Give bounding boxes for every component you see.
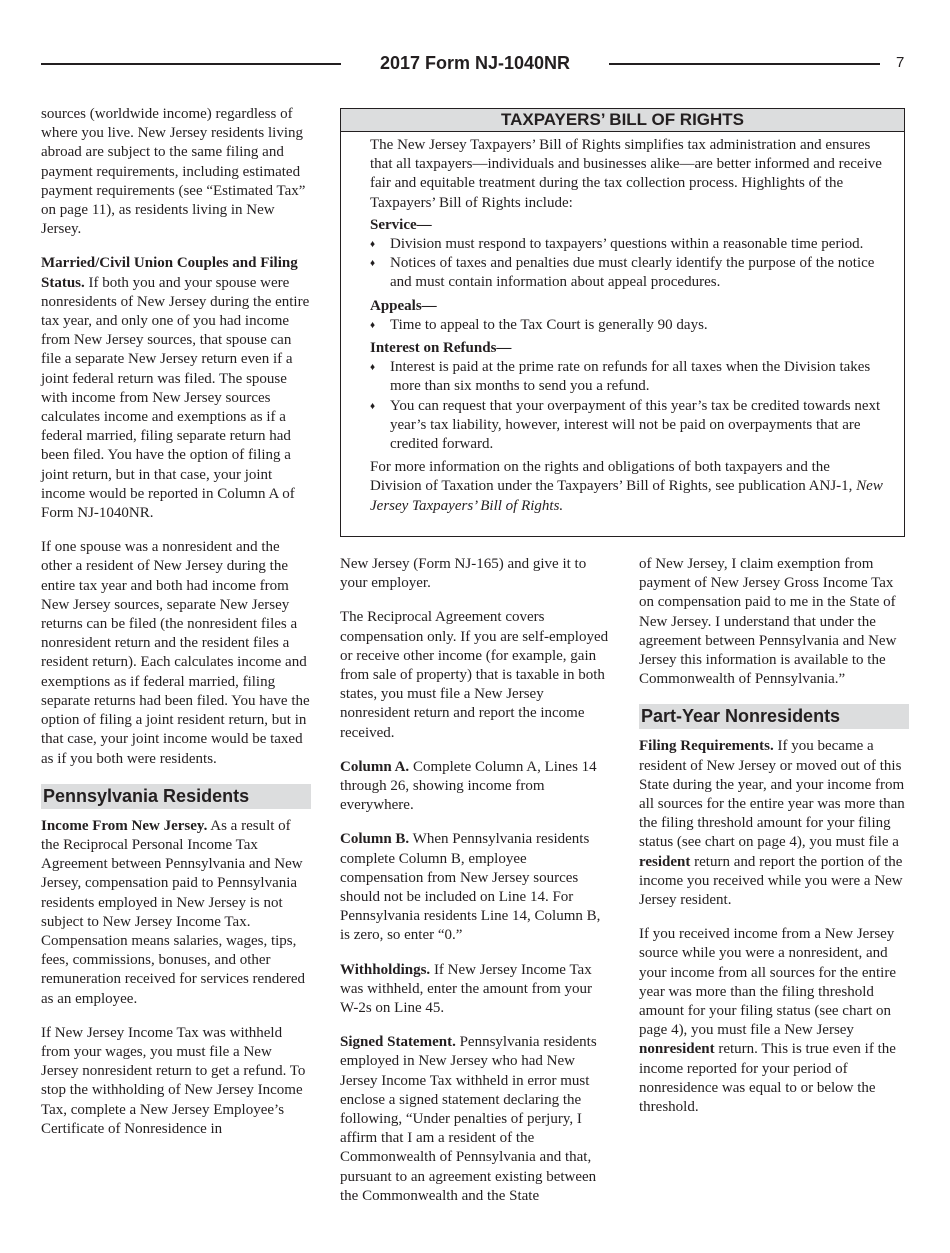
- header-rule-left: [41, 63, 341, 65]
- section-heading-pennsylvania: Pennsylvania Residents: [41, 784, 311, 809]
- service-list: [370, 235, 884, 293]
- list-item: ♦ Division must respond to taxpayers’ questions within a reasonable time period.: [370, 235, 884, 254]
- column-right: [639, 555, 909, 1132]
- appeals-heading: Appeals—: [370, 297, 437, 314]
- paragraph-filing-requirements: Filing Requirements. If you became a resident of New Jersey or moved out of this State during the year, and your income from all sources for the entire year was more than the filing threshold amount for your filing status (see chart on page 4), you must file a resident return and report the portion of the income you received while you were a New Jersey resident.: [639, 738, 905, 909]
- appeals-list: [370, 316, 884, 335]
- paragraph-signed-statement: Signed Statement. Pennsylvania residents employed in New Jersey who had New Jersey Income Tax withheld in error must enclose a signed statement declaring the following, “Under penalties of perjury, I affirm that I am a resident of the Commonwealth of Pennsylvania and that, pursuant to an agreement existing between the Commonwealth and the State: [340, 1034, 597, 1204]
- refunds-list: [370, 358, 884, 454]
- column-left: [41, 105, 311, 1154]
- refunds-heading: Interest on Refunds—: [370, 340, 512, 357]
- diamond-bullet-icon: ♦: [370, 400, 376, 412]
- diamond-bullet-icon: ♦: [370, 239, 376, 251]
- paragraph-married-couples: Married/Civil Union Couples and Filing Status. If both you and your spouse were nonresidents of New Jersey during the entire tax year, and only one of you had income from New Jersey sources, that spouse can file a separate New Jersey return even if a joint federal return was filed. The spouse with income from New Jersey sources calculates income and exemptions as if a federal married, filing separate return had been filed. You have the option of filing a joint return, but in that case, your joint income would be reported in Column A of Form NJ-1040NR.: [41, 255, 310, 522]
- publication-title: New Jersey Taxpayers’ Bill of Rights.: [370, 478, 883, 514]
- header-rule-right: [609, 63, 880, 65]
- lead-column-a: Column A.: [340, 758, 410, 775]
- column-middle: [340, 555, 612, 1221]
- lead-filing-requirements: Filing Requirements.: [639, 738, 774, 755]
- bill-of-rights-box: [340, 108, 905, 537]
- page-number: 7: [896, 54, 905, 71]
- service-heading: Service—: [370, 216, 432, 233]
- lead-married-couples: Married/Civil Union Couples and Filing Status.: [41, 255, 298, 291]
- paragraph-income-from-nj: Income From New Jersey. As a result of the Reciprocal Personal Income Tax Agreement between Pennsylvania and New Jersey, compensation paid to Pennsylvania residents employed in New Jersey is not subject to New Jersey Income Tax. Compensation means salaries, wages, tips, fees, commissions, bonuses, and other remuneration received for services rendered as an employee.: [41, 817, 306, 1007]
- lead-column-b: Column B.: [340, 831, 410, 848]
- lead-signed-statement: Signed Statement.: [340, 1034, 456, 1051]
- paragraph-column-a: Column A. Complete Column A, Lines 14 through 26, showing income from everywhere.: [340, 758, 597, 814]
- diamond-bullet-icon: ♦: [370, 319, 376, 331]
- list-item: ♦ Interest is paid at the prime rate on refunds for all taxes when the Division takes more than six months to send you a refund.: [370, 359, 871, 395]
- paragraph-form-nj165: New Jersey (Form NJ-165) and give it to your employer.: [340, 556, 587, 592]
- paragraph-one-spouse-nonresident: If one spouse was a nonresident and the other a resident of New Jersey during the entire tax year and both had income from New Jersey sources, separate New Jersey returns can be filed (the nonresident files a nonresident return and the resident files a resident return). Each calculates income and exemptions as if federal married, filing separate returns had been filed. You have the option of filing a joint resident return, but in that case, your joint income would be taxed as if you both were residents.: [41, 539, 310, 767]
- paragraph-withholdings: Withholdings. If New Jersey Income Tax was withheld, enter the amount from your W-2s on Line 45.: [340, 961, 593, 1017]
- list-item: ♦ You can request that your overpayment of this year’s tax be credited towards next year’s tax liability, however, interest will not be paid on overpayments that are credited forward.: [370, 397, 881, 453]
- list-item: ♦ Time to appeal to the Tax Court is generally 90 days.: [370, 316, 884, 335]
- diamond-bullet-icon: ♦: [370, 362, 376, 374]
- paragraph-reciprocal-agreement: The Reciprocal Agreement covers compensation only. If you are self-employed or receive other income (for example, gain from sale of property) that is taxable in both states, you must file a New Jersey nonresident return and report the income received.: [340, 609, 609, 741]
- bill-of-rights-title: TAXPAYERS’ BILL OF RIGHTS: [341, 109, 904, 132]
- lead-withholdings: Withholdings.: [340, 961, 431, 978]
- bill-of-rights-footer: For more information on the rights and obligations of both taxpayers and the Division of Taxation under the Taxpayers’ Bill of Rights, see publication ANJ-1, New Jersey Taxpayers’ Bill of Rights.: [370, 459, 883, 514]
- paragraph-column-b: Column B. When Pennsylvania residents complete Column B, employee compensation from New Jersey sources should not be included on Line 14. For Pennsylvania residents Line 14, Column B, is zero, so enter “0.”: [340, 831, 601, 944]
- bill-of-rights-intro: The New Jersey Taxpayers’ Bill of Rights simplifies tax administration and ensures that all taxpayers—individuals and businesses alike—are better informed and receive fair and equitable treatment during the tax collection process. Highlights of the Taxpayers’ Bill of Rights include:: [370, 137, 882, 211]
- paragraph-withholding-refund: If New Jersey Income Tax was withheld from your wages, you must file a New Jersey nonresident return to get a refund. To stop the withholding of New Jersey Income Tax, complete a New Jersey Employee’s Certificate of Nonresidence in: [41, 1024, 306, 1137]
- lead-income-from-nj: Income From New Jersey.: [41, 817, 208, 834]
- paragraph-statement-continued: of New Jersey, I claim exemption from payment of New Jersey Gross Income Tax on compensation paid to me in the State of New Jersey. I understand that under the agreement between Pennsylvania and New Jersey this information is available to the Commonwealth of Pennsylvania.”: [639, 556, 897, 688]
- list-item: ♦ Notices of taxes and penalties due must clearly identify the purpose of the notice and must contain information about appeal procedures.: [370, 255, 875, 291]
- section-heading-part-year: Part-Year Nonresidents: [639, 704, 909, 729]
- paragraph-nonresident-income: If you received income from a New Jersey source while you were a nonresident, and your income from all sources for the entire year was more than the filing threshold amount for your filing status (see chart on page 4), you must file a New Jersey nonresident return. This is true even if the income reported for your period of nonresidence was equal to or below the threshold.: [639, 926, 896, 1116]
- page-title: 2017 Form NJ-1040NR: [379, 53, 571, 73]
- diamond-bullet-icon: ♦: [370, 258, 376, 270]
- paragraph-worldwide-income: sources (worldwide income) regardless of where you live. New Jersey residents living abroad are subject to the same filing and payment requirements, including estimated payment requirements (see “Estimated Tax” on page 11), as residents living in New Jersey.: [41, 106, 306, 238]
